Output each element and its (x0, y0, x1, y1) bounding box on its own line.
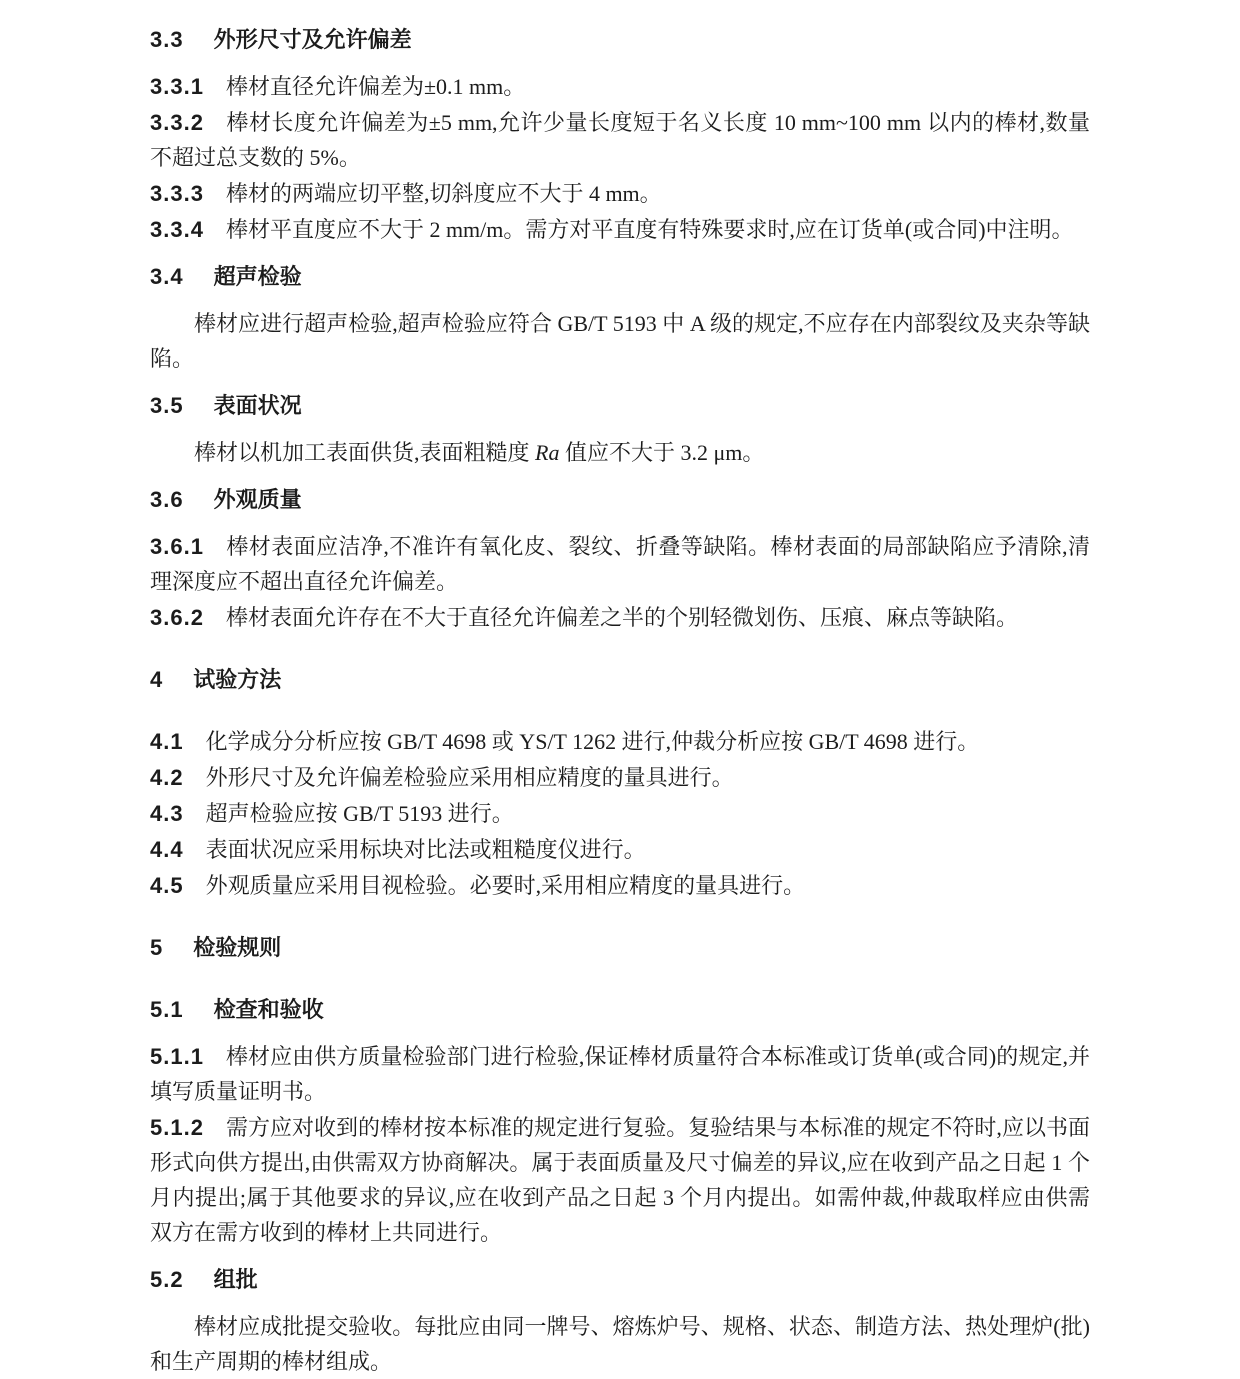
clause-number: 3.6.1 (150, 534, 204, 559)
clause-4.1 (150, 724, 1090, 759)
section-number: 3.5 (150, 393, 184, 418)
section-title: 试验方法 (193, 667, 282, 692)
section-heading-3.6 (150, 482, 1090, 517)
section-title: 检查和验收 (213, 997, 324, 1022)
section-title: 超声检验 (213, 264, 302, 289)
clause-number: 5.1.2 (150, 1115, 204, 1140)
section-heading-5.2 (150, 1262, 1090, 1297)
clause-text: 棒材长度允许偏差为±5 mm,允许少量长度短于名义长度 10 mm~100 mm 以内的棒材,数量不超过总支数的 5%。 (150, 110, 1090, 170)
section-number: 3.3 (150, 27, 184, 52)
clause-number: 4.1 (150, 729, 184, 754)
clause-5.1.2 (150, 1110, 1090, 1250)
clause-text: 棒材表面允许存在不大于直径允许偏差之半的个别轻微划伤、压痕、麻点等缺陷。 (225, 605, 1018, 630)
paragraph-text: 棒材以机加工表面供货,表面粗糙度 (194, 440, 536, 465)
section-title: 外观质量 (213, 487, 302, 512)
clause-number: 3.3.3 (150, 181, 204, 206)
clause-4.3 (150, 796, 1090, 831)
section-number: 3.4 (150, 264, 184, 289)
paragraph-text: 值应不大于 3.2 μm。 (559, 440, 765, 465)
section-heading-3.5 (150, 388, 1090, 423)
clause-text: 棒材表面应洁净,不准许有氧化皮、裂纹、折叠等缺陷。棒材表面的局部缺陷应予清除,清理深度应不超出直径允许偏差。 (150, 534, 1090, 594)
clause-text: 棒材平直度应不大于 2 mm/m。需方对平直度有特殊要求时,应在订货单(或合同)中注明。 (225, 217, 1074, 242)
clause-number: 4.2 (150, 765, 184, 790)
clause-3.3.4 (150, 212, 1090, 247)
section-title: 检验规则 (193, 935, 282, 960)
clause-number: 3.6.2 (150, 605, 204, 630)
section-number: 3.6 (150, 487, 184, 512)
section-heading-3.4 (150, 259, 1090, 294)
section-heading-4 (150, 662, 1090, 697)
section-number: 5.2 (150, 1267, 184, 1292)
section-title: 外形尺寸及允许偏差 (213, 27, 412, 52)
paragraph: 棒材应进行超声检验,超声检验应符合 GB/T 5193 中 A 级的规定,不应存在内部裂纹及夹杂等缺陷。 (150, 311, 1090, 371)
paragraph: 棒材应成批提交验收。每批应由同一牌号、熔炼炉号、规格、状态、制造方法、热处理炉(批)和生产周期的棒材组成。 (150, 1314, 1090, 1374)
clause-number: 3.3.4 (150, 217, 204, 242)
clause-number: 4.4 (150, 837, 184, 862)
clause-text: 外观质量应采用目视检验。必要时,采用相应精度的量具进行。 (205, 873, 806, 898)
section-heading-5 (150, 930, 1090, 965)
clause-4.2 (150, 760, 1090, 795)
section-title: 表面状况 (213, 393, 302, 418)
clause-4.4 (150, 832, 1090, 867)
clause-text: 表面状况应采用标块对比法或粗糙度仪进行。 (205, 837, 646, 862)
section-heading-5.1 (150, 992, 1090, 1027)
paragraph (150, 435, 1090, 470)
clause-number: 4.5 (150, 873, 184, 898)
section-number: 5 (150, 935, 164, 960)
section-title: 组批 (213, 1267, 258, 1292)
clause-3.6.1 (150, 529, 1090, 599)
clause-4.5 (150, 868, 1090, 903)
clause-text: 棒材的两端应切平整,切斜度应不大于 4 mm。 (225, 181, 662, 206)
clause-number: 3.3.1 (150, 74, 204, 99)
clause-text: 外形尺寸及允许偏差检验应采用相应精度的量具进行。 (205, 765, 734, 790)
section-number: 5.1 (150, 997, 184, 1022)
clause-number: 3.3.2 (150, 110, 204, 135)
clause-5.1.1 (150, 1039, 1090, 1109)
section-heading-3.3 (150, 22, 1090, 57)
clause-3.6.2 (150, 600, 1090, 635)
clause-text: 化学成分分析应按 GB/T 4698 或 YS/T 1262 进行,仲裁分析应按 GB/T 4698 进行。 (205, 729, 980, 754)
clause-3.3.3 (150, 176, 1090, 211)
symbol-italic: Ra (535, 440, 560, 465)
clause-text: 棒材应由供方质量检验部门进行检验,保证棒材质量符合本标准或订货单(或合同)的规定,并填写质量证明书。 (150, 1044, 1090, 1104)
clause-number: 4.3 (150, 801, 184, 826)
clause-number: 5.1.1 (150, 1044, 204, 1069)
clause-text: 超声检验应按 GB/T 5193 进行。 (205, 801, 514, 826)
section-number: 4 (150, 667, 164, 692)
clause-text: 需方应对收到的棒材按本标准的规定进行复验。复验结果与本标准的规定不符时,应以书面形式向供方提出,由供需双方协商解决。属于表面质量及尺寸偏差的异议,应在收到产品之日起 1 个月内提出;属于其他要求的异议,应在收到产品之日起 3 个月内提出。如需仲裁,仲裁取样应由供需双方在需方收到的棒材上共同进行。 (150, 1115, 1090, 1245)
clause-3.3.2 (150, 105, 1090, 175)
clause-text: 棒材直径允许偏差为±0.1 mm。 (225, 74, 526, 99)
clause-3.3.1 (150, 69, 1090, 104)
document-content (150, 22, 1090, 1379)
